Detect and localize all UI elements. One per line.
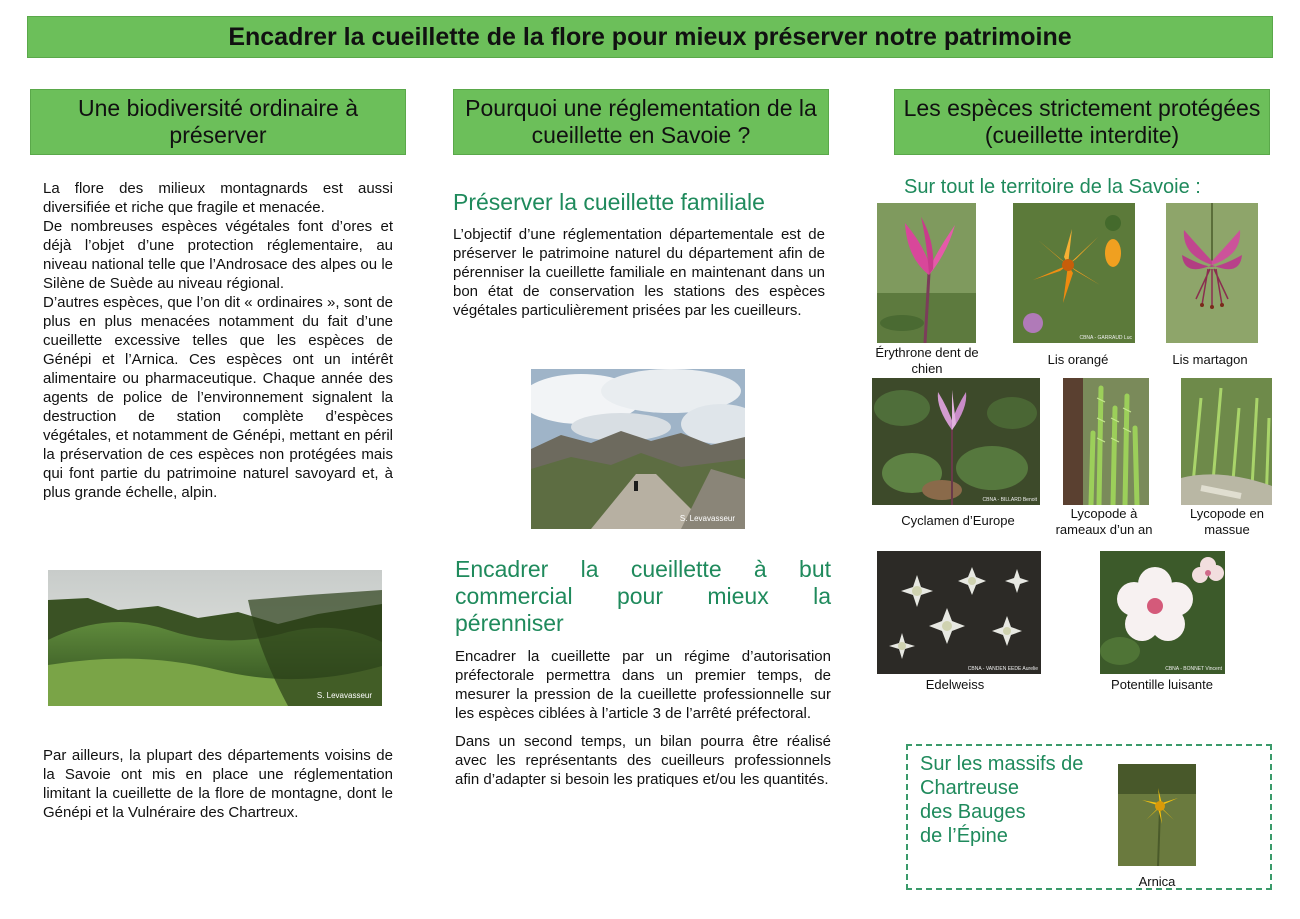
massifs-line: de l’Épine <box>920 825 1008 847</box>
mountain-landscape-photo <box>48 570 382 706</box>
species-caption: Potentille luisante <box>1111 677 1213 692</box>
col1-heading-text: Une biodiversité ordinaire à préserver <box>78 95 358 148</box>
col2-heading-text: Pourquoi une réglementation de la cueillette en Savoie ? <box>465 95 817 148</box>
col1-text <box>43 179 393 502</box>
col2-text-commercial <box>455 647 831 789</box>
massifs-box <box>906 744 1272 890</box>
photo-credit: CBNA - VANDEN EEDE Aurelie <box>967 666 1038 672</box>
species-caption: Lis orangé <box>1047 352 1109 367</box>
species-caption-arnica: Arnica <box>1138 874 1176 889</box>
photo-credit: CBNA - BONNET Vincent <box>1165 666 1222 672</box>
col2-subheading-commercial: Encadrer la cueillette à but commercial pour mieux la pérenniser <box>455 556 831 636</box>
col2-paragraph: Encadrer la cueillette par un régime d’autorisation préfectorale permettra dans un premier temps, de mesurer la pression de la cueillette professionnelle sur les espèces ciblées à l’article 3 de l’arrêté préfectoral. <box>455 648 831 722</box>
photo-credit: S. Levavasseur <box>316 691 372 700</box>
massifs-line: des Bauges <box>920 801 1026 823</box>
cyclamen-photo <box>872 378 1040 505</box>
lycopode-rameaux-photo <box>1063 378 1149 505</box>
col2-text-familiale <box>453 225 825 320</box>
photo-credit: CBNA - GARRAUD Luc <box>1079 335 1132 341</box>
col2-subheading-familiale: Préserver la cueillette familiale <box>453 189 765 215</box>
mountain-trail-photo <box>531 369 745 529</box>
col1-paragraph: D’autres espèces, que l’on dit « ordinaires », sont de plus en plus menacées notamment du fait d’une cueillette excessive telles que les espèces de Génépi et l’Arnica. Ces espèces ont un intérêt alimentaire ou pharmaceutique. Chaque année des agents de police de l’environnement signalent la destruction de station complète d’espèces végétales, et notamment de Génépi, mettant en péril la préservation de ces espèces non protégées mais qui font partie du patrimoine naturel savoyard et, à plus grande échelle, alpin. <box>43 294 393 501</box>
massifs-line: Chartreuse <box>920 777 1019 799</box>
col3-subheading: Sur tout le territoire de la Savoie : <box>904 176 1201 198</box>
species-caption: Lycopode en massue <box>1190 506 1264 537</box>
massifs-text <box>920 752 1083 848</box>
lis-orange-photo <box>1013 203 1135 343</box>
species-caption: Lis martagon <box>1172 352 1248 367</box>
species-caption: Érythrone dent de chien <box>875 345 979 376</box>
col1-bottom-paragraph: Par ailleurs, la plupart des départements voisins de la Savoie ont mis en place une réglementation limitant la cueillette de la flore de montagne, dont le Génépi et la Vulnéraire des Chartreux. <box>43 747 393 821</box>
col2-paragraph: Dans un second temps, un bilan pourra être réalisé avec les représentants des cueilleurs professionnels afin d’adapter si besoin les pratiques et/ou les quantités. <box>455 733 831 788</box>
col1-paragraph: De nombreuses espèces végétales font d’ores et déjà l’objet d’une protection réglementaire, au niveau national telle que l’Androsace des alpes ou le Silène de Suède au niveau régional. <box>43 218 393 292</box>
page-banner <box>27 16 1273 58</box>
col1-paragraph: La flore des milieux montagnards est aussi diversifiée et riche que fragile et menacée. <box>43 180 393 216</box>
col3-heading <box>894 89 1270 155</box>
banner-title: Encadrer la cueillette de la flore pour mieux préserver notre patrimoine <box>228 22 1072 51</box>
lycopode-massue-photo <box>1181 378 1272 505</box>
col2-heading <box>453 89 829 155</box>
col1-bottom-text <box>43 746 393 822</box>
potentille-photo <box>1100 551 1225 674</box>
species-caption: Lycopode à rameaux d’un an <box>1055 506 1153 537</box>
erythrone-photo <box>877 203 976 343</box>
col3-heading-text: Les espèces strictement protégées (cueillette interdite) <box>903 95 1261 148</box>
col2-paragraph: L’objectif d’une réglementation départementale est de préserver le patrimoine naturel du département afin de pérenniser la cueillette familiale en maintenant dans un bon état de conservation les stations des espèces végétales particulièrement prisées par les cueilleurs. <box>453 226 825 319</box>
lis-martagon-photo <box>1166 203 1258 343</box>
massifs-line: Sur les massifs de <box>920 753 1084 775</box>
arnica-photo <box>1118 764 1196 866</box>
edelweiss-photo <box>877 551 1041 674</box>
photo-credit: CBNA - BILLARD Benoit <box>982 497 1037 503</box>
photo-credit: S. Levavasseur <box>679 514 735 523</box>
col1-heading <box>30 89 406 155</box>
species-caption: Cyclamen d’Europe <box>901 513 1015 528</box>
species-caption: Edelweiss <box>925 677 985 692</box>
